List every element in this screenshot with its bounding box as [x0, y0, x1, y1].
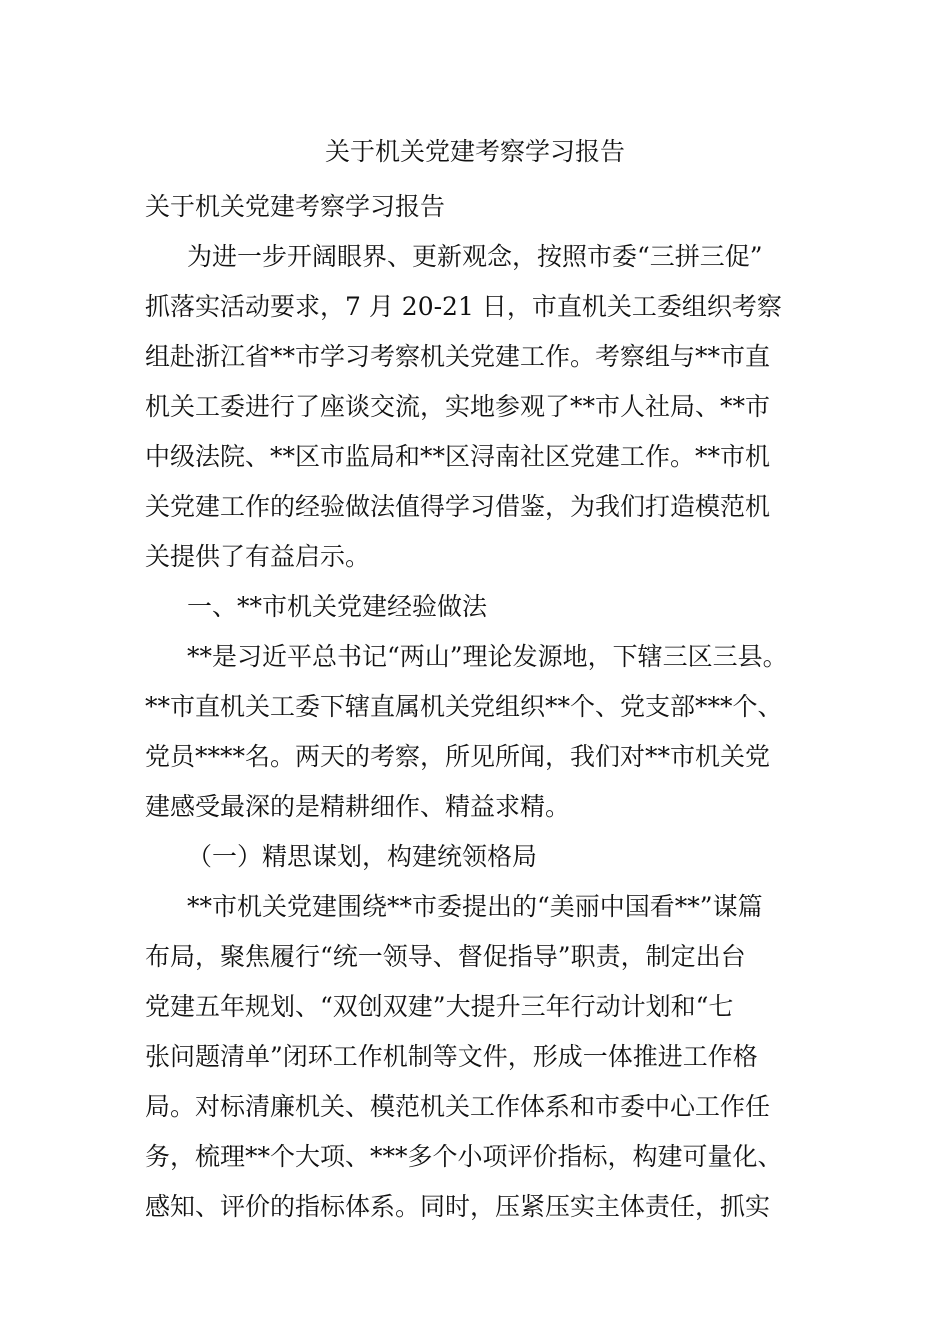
paragraph-line: 党员****名。两天的考察，所见所闻，我们对**市机关党 [145, 742, 771, 771]
paragraph-line: **市机关党建围绕**市委提出的“美丽中国看**”谋篇 [187, 892, 763, 921]
subtitle-line: 关于机关党建考察学习报告 [145, 192, 446, 221]
document-body [145, 182, 825, 1232]
paragraph-line: 组赴浙江省**市学习考察机关党建工作。考察组与**市直 [145, 342, 771, 371]
section-heading: 一、**市机关党建经验做法 [187, 592, 488, 621]
paragraph-line: 关提供了有益启示。 [145, 542, 371, 571]
paragraph-line: 党建五年规划、“双创双建”大提升三年行动计划和“七 [145, 992, 734, 1021]
subsection-heading: （一）精思谋划，构建统领格局 [187, 842, 538, 871]
paragraph-line: **是习近平总书记“两山”理论发源地，下辖三区三县。 [187, 642, 788, 671]
document-title: 关于机关党建考察学习报告 [324, 137, 625, 166]
paragraph-line: 张问题清单”闭环工作机制等文件，形成一体推进工作格 [145, 1042, 758, 1071]
paragraph-line: 建感受最深的是精耕细作、精益求精。 [145, 792, 571, 821]
paragraph-line: 局。对标清廉机关、模范机关工作体系和市委中心工作任 [145, 1092, 771, 1121]
paragraph-line: 关党建工作的经验做法值得学习借鉴，为我们打造模范机 [145, 492, 771, 521]
paragraph-line: 布局，聚焦履行“统一领导、督促指导”职责，制定出台 [145, 942, 746, 971]
paragraph-line: 为进一步开阔眼界、更新观念，按照市委“三拼三促” [187, 242, 763, 271]
paragraph-line: **市直机关工委下辖直属机关党组织**个、党支部***个、 [145, 692, 783, 721]
paragraph-line: 机关工委进行了座谈交流，实地参观了**市人社局、**市 [145, 392, 771, 421]
paragraph-line: 抓落实活动要求，7 月 20-21 日，市直机关工委组织考察 [145, 292, 782, 321]
paragraph-line: 务，梳理**个大项、***多个小项评价指标，构建可量化、 [145, 1142, 783, 1171]
paragraph-line: 感知、评价的指标体系。同时，压紧压实主体责任，抓实 [145, 1192, 771, 1221]
paragraph-line: 中级法院、**区市监局和**区浔南社区党建工作。**市机 [145, 442, 771, 471]
